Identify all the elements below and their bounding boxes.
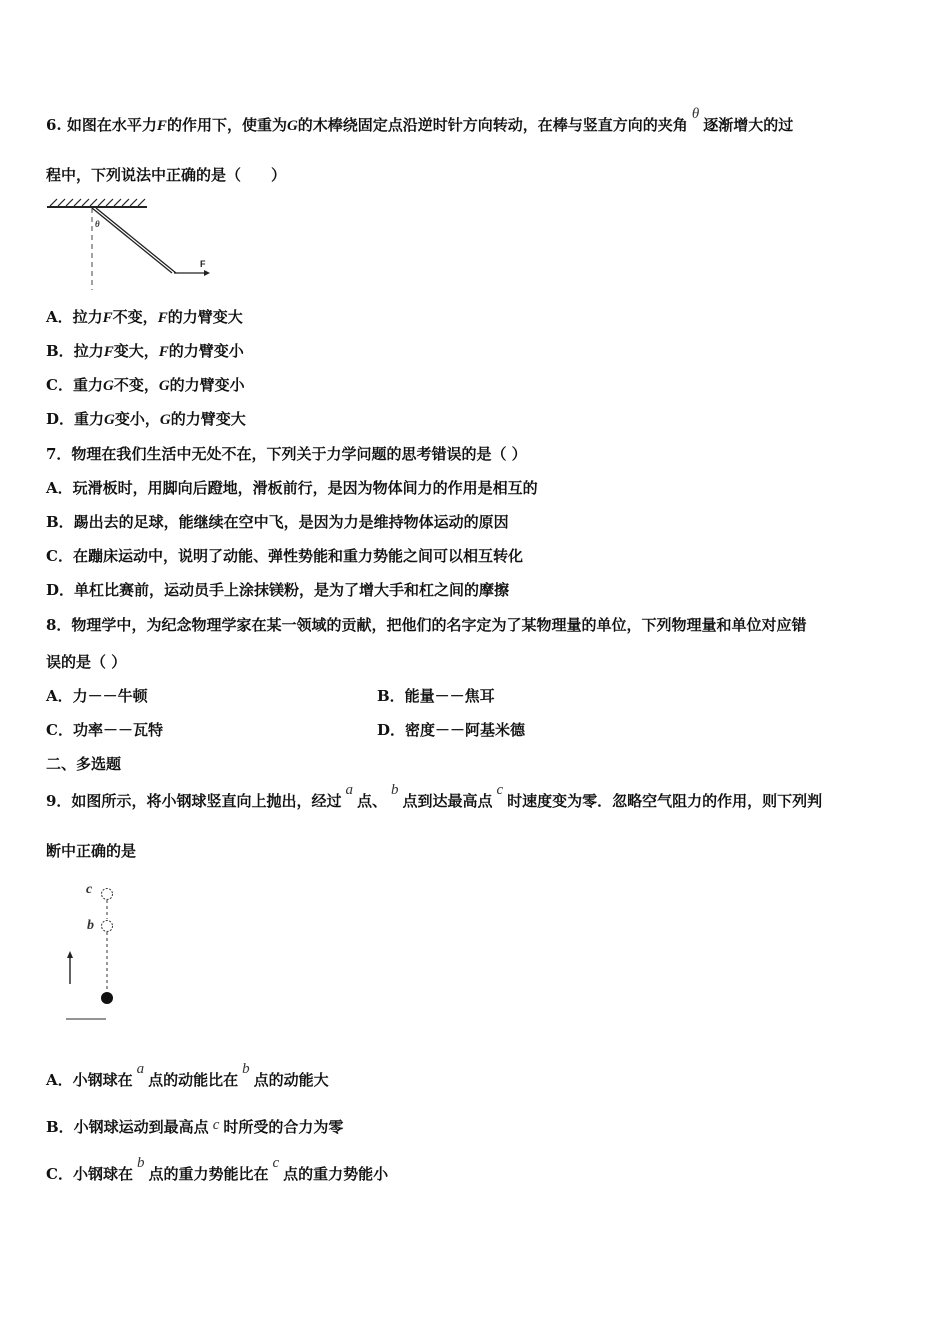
q7-option-a: A．玩滑板时，用脚向后蹬地，滑板前行，是因为物体间力的作用是相互的 bbox=[46, 479, 538, 497]
q6-stem-line1 bbox=[46, 106, 794, 135]
force-arrowhead bbox=[204, 270, 210, 276]
q6-option-c: C．重力G不变，G的力臂变小 bbox=[46, 376, 245, 394]
q9-stem-line1: 9．如图所示，将小钢球竖直向上抛出，经过a点、b点到达最高点c时速度变为零．忽略空气阻力的作用，则下列判 bbox=[46, 782, 823, 810]
var-a: a bbox=[345, 782, 353, 798]
q6-text: 的作用下，使重为 bbox=[166, 116, 287, 134]
q6-lever-figure bbox=[44, 196, 214, 292]
q7-option-b: B．踢出去的足球，能继续在空中飞，是因为力是维持物体运动的原因 bbox=[46, 513, 509, 531]
q8-option-a: A．力－－牛顿 bbox=[46, 687, 148, 705]
q6-text: 的木棒绕固定点沿逆时针方向转动，在棒与竖直方向的夹角 bbox=[297, 116, 688, 134]
q9-stem-line2: 断中正确的是 bbox=[46, 842, 137, 860]
ceiling-hatch bbox=[50, 199, 145, 206]
q8-option-d: D．密度－－阿基米德 bbox=[377, 721, 526, 739]
section-heading: 二、多选题 bbox=[46, 755, 122, 773]
q8-stem-line2: 误的是（ ） bbox=[46, 653, 127, 671]
var-theta: θ bbox=[691, 106, 700, 122]
q6-option-d: D．重力G变小，G的力臂变大 bbox=[46, 410, 246, 428]
q6-stem-line2: 程中，下列说法中正确的是（ ） bbox=[46, 166, 287, 184]
q8-stem-line1: 8．物理学中，为纪念物理学家在某一领域的贡献，把他们的名字定为了某物理量的单位，下列物理量和单位对应错 bbox=[46, 616, 807, 634]
q6-text: 如图在水平力 bbox=[66, 116, 157, 134]
q7-option-c: C．在蹦床运动中，说明了动能、弹性势能和重力势能之间可以相互转化 bbox=[46, 547, 523, 565]
upward-arrowhead bbox=[67, 951, 73, 958]
q8-option-b: B．能量－－焦耳 bbox=[377, 687, 495, 705]
var-c: c bbox=[496, 782, 504, 798]
q6-option-b: B．拉力F变大，F的力臂变小 bbox=[46, 342, 244, 360]
q9-ball-figure bbox=[60, 876, 140, 1026]
q8-option-c: C．功率－－瓦特 bbox=[46, 721, 163, 739]
ball-position-b bbox=[102, 921, 113, 932]
force-label: F bbox=[200, 259, 206, 269]
rod-edge-2 bbox=[96, 208, 176, 273]
b-label: b bbox=[87, 918, 94, 933]
q7-stem: 7．物理在我们生活中无处不在，下列关于力学问题的思考错误的是（ ） bbox=[46, 445, 527, 463]
q6-option-a: A．拉力F不变，F的力臂变大 bbox=[46, 308, 243, 326]
var-F: F bbox=[156, 118, 167, 134]
c-label: c bbox=[86, 882, 93, 897]
q9-option-a: A．小钢球在a点的动能比在b点的动能大 bbox=[46, 1061, 329, 1089]
q9-option-b: B．小钢球运动到最高点 c 时所受的合力为零 bbox=[46, 1117, 344, 1136]
q6-number: 6. bbox=[46, 116, 62, 134]
steel-ball bbox=[101, 992, 113, 1004]
rod-edge-1 bbox=[92, 208, 172, 273]
q9-option-c: C．小钢球在b点的重力势能比在c点的重力势能小 bbox=[46, 1155, 389, 1183]
var-b: b bbox=[390, 782, 399, 798]
ball-position-c bbox=[102, 889, 113, 900]
q7-option-d: D．单杠比赛前，运动员手上涂抹镁粉，是为了增大手和杠之间的摩擦 bbox=[46, 581, 510, 599]
q6-text: 逐渐增大的过 bbox=[703, 116, 794, 134]
var-G: G bbox=[286, 118, 298, 134]
theta-label: θ bbox=[95, 219, 100, 229]
